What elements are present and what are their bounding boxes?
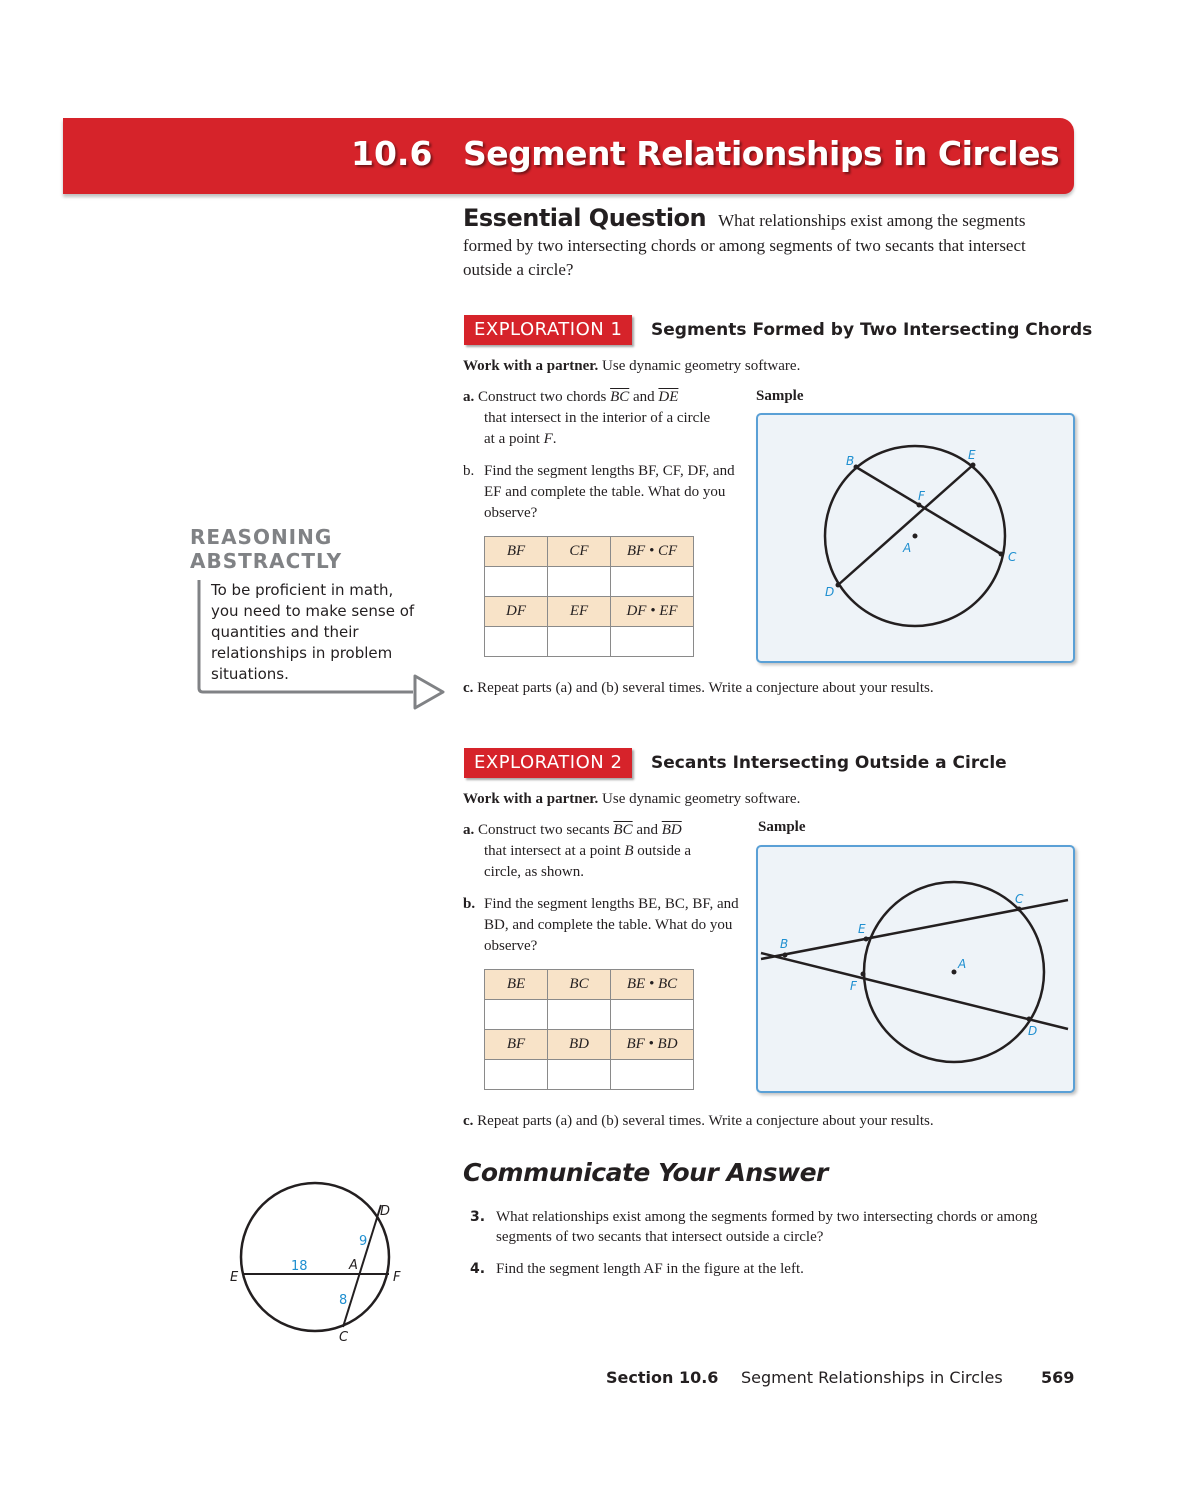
part-a-text-3: outside a circle, as shown.	[484, 843, 692, 880]
point-a-dot	[952, 970, 957, 975]
point-c-dot	[1017, 907, 1022, 912]
part-c-label: c.	[463, 680, 474, 696]
question-3-number: 3.	[470, 1209, 486, 1225]
circle	[241, 1183, 389, 1331]
table-header-cell: DF	[485, 597, 548, 627]
reasoning-title-line-1: REASONING	[190, 525, 333, 549]
part-a-label: a.	[463, 822, 475, 838]
table-header-cell: BE	[485, 970, 548, 1000]
exploration-1-part-a	[463, 387, 733, 408]
part-a-text: Construct two secants	[478, 822, 610, 838]
footer-section: Section 10.6	[606, 1368, 719, 1387]
table-header-cell: BF	[485, 1030, 548, 1060]
label-f: F	[393, 1270, 401, 1285]
exploration-1-part-b-text: Find the segment lengths BF, CF, DF, and EF and complete the table. What do you observe?	[484, 463, 735, 521]
part-a-text-2: that intersect in the interior of a circle at a point	[484, 410, 711, 447]
secants-svg	[758, 847, 1073, 1091]
exploration-2-table	[484, 969, 694, 1090]
part-c-label: c.	[463, 1113, 474, 1129]
table-row	[485, 1000, 694, 1030]
chord-bc: $\overline{BC}$	[610, 389, 630, 405]
question-3	[470, 1207, 1070, 1247]
chord-length-figure	[225, 1175, 415, 1350]
table-header-row	[485, 970, 694, 1000]
table-input-cell[interactable]	[485, 1000, 548, 1030]
table-header-row	[485, 597, 694, 627]
table-row	[485, 627, 694, 657]
point-d-dot	[836, 583, 841, 588]
exploration-1-title: Segments Formed by Two Intersecting Chords	[651, 320, 1093, 340]
table-input-cell[interactable]	[485, 1060, 548, 1090]
exploration-2-title: Secants Intersecting Outside a Circle	[651, 753, 1007, 773]
label-b: B	[846, 454, 855, 468]
label-a: A	[958, 957, 967, 971]
point-b: B	[624, 843, 634, 859]
table-row	[485, 1060, 694, 1090]
label-f: F	[850, 979, 857, 993]
label-e: E	[230, 1270, 239, 1285]
and-word: and	[633, 389, 655, 405]
intro-bold: Work with a partner.	[463, 358, 599, 374]
table-header-cell: BF	[485, 537, 548, 567]
segment-value-9: 9	[359, 1234, 368, 1249]
exploration-1-sample-label: Sample	[756, 388, 804, 404]
intro-text: Use dynamic geometry software.	[602, 791, 801, 807]
point-e-dot	[971, 463, 976, 468]
label-e: E	[968, 448, 976, 462]
label-c: C	[1008, 550, 1017, 564]
table-header-cell: BE • BC	[611, 970, 694, 1000]
part-c-text: Repeat parts (a) and (b) several times. Write a conjecture about your results.	[477, 680, 934, 696]
table-input-cell[interactable]	[548, 1000, 611, 1030]
point-f: F	[543, 431, 553, 447]
section-title: Segment Relationships in Circles	[463, 134, 1060, 173]
label-d: D	[825, 585, 835, 599]
intro-text: Use dynamic geometry software.	[602, 358, 801, 374]
table-header-row	[485, 537, 694, 567]
secant-bd-line	[761, 953, 1068, 1029]
point-b-dot	[854, 465, 859, 470]
exploration-1-badge: EXPLORATION 1	[464, 315, 632, 345]
and-word: and	[636, 822, 658, 838]
exploration-1-sample-diagram	[756, 413, 1075, 663]
arrow-head-icon	[415, 676, 443, 708]
table-input-cell[interactable]	[485, 567, 548, 597]
table-input-cell[interactable]	[485, 627, 548, 657]
table-header-cell: CF	[548, 537, 611, 567]
chord-de: $\overline{DE}$	[658, 389, 679, 405]
table-header-cell: BF • BD	[611, 1030, 694, 1060]
essential-question-label: Essential Question	[463, 204, 707, 232]
table-header-cell: BF • CF	[611, 537, 694, 567]
reasoning-title	[190, 525, 342, 573]
point-f-dot	[917, 503, 922, 508]
part-c-text: Repeat parts (a) and (b) several times. Write a conjecture about your results.	[477, 1113, 934, 1129]
segment-value-8: 8	[339, 1293, 348, 1308]
exploration-2-sample-label: Sample	[758, 819, 806, 835]
table-input-cell[interactable]	[611, 1000, 694, 1030]
point-c-dot	[999, 552, 1004, 557]
point-e-dot	[864, 937, 869, 942]
point-a-dot	[913, 534, 918, 539]
part-a-text: Construct two chords	[478, 389, 607, 405]
label-d: D	[1028, 1024, 1038, 1038]
exploration-1-intro	[463, 356, 800, 377]
question-4-number: 4.	[470, 1261, 486, 1277]
exploration-2-part-b-text: Find the segment lengths BE, BC, BF, and BD, and complete the table. What do you observe?	[484, 896, 739, 954]
exploration-2-part-c	[463, 1111, 934, 1132]
reasoning-title-line-2: ABSTRACTLY	[190, 549, 343, 573]
point-b-dot	[783, 953, 788, 958]
table-input-cell[interactable]	[611, 567, 694, 597]
section-header-banner	[63, 118, 1074, 194]
question-4-text: Find the segment length AF in the figure at the left.	[496, 1261, 804, 1277]
table-header-row	[485, 1030, 694, 1060]
exploration-1-part-c	[463, 678, 934, 699]
label-a: A	[903, 541, 912, 555]
communicate-title: Communicate Your Answer	[463, 1158, 828, 1187]
label-a: A	[349, 1258, 358, 1273]
secant-bc: $\overline{BC}$	[613, 822, 633, 838]
table-header-cell: BC	[548, 970, 611, 1000]
point-f-dot	[861, 972, 866, 977]
period: .	[552, 431, 557, 447]
exploration-1-part-b-label: b.	[463, 463, 475, 479]
table-header-cell: DF • EF	[611, 597, 694, 627]
question-4	[470, 1259, 1070, 1279]
table-row	[485, 567, 694, 597]
label-e: E	[858, 922, 866, 936]
table-header-cell: EF	[548, 597, 611, 627]
exploration-2-badge: EXPLORATION 2	[464, 748, 632, 778]
label-c: C	[1015, 892, 1024, 906]
section-number: 10.6	[351, 134, 433, 173]
essential-question-text: What relationships exist among the segments formed by two intersecting chords or among segments of two secants that intersect outside a circle?	[463, 211, 1026, 279]
question-3-text: What relationships exist among the segments formed by two intersecting chords or among segments of two secants that intersect outside a circle?	[496, 1209, 1038, 1245]
exploration-2-sample-diagram	[756, 845, 1075, 1093]
table-input-cell[interactable]	[548, 1060, 611, 1090]
secant-bc-line	[761, 900, 1068, 959]
intro-bold: Work with a partner.	[463, 791, 599, 807]
exploration-2-part-a-cont	[484, 841, 724, 883]
table-input-cell[interactable]	[611, 627, 694, 657]
exploration-2-part-b-label: b.	[463, 896, 476, 912]
page-number: 569	[1041, 1368, 1075, 1387]
table-input-cell[interactable]	[548, 627, 611, 657]
label-b: B	[780, 937, 789, 951]
chord-bc-line	[856, 467, 1001, 554]
exploration-2-intro	[463, 789, 800, 810]
point-d-dot	[1027, 1017, 1032, 1022]
part-a-text-2: that intersect at a point	[484, 843, 621, 859]
exploration-1-part-a-cont	[484, 408, 724, 450]
part-a-label: a.	[463, 389, 475, 405]
table-header-cell: BD	[548, 1030, 611, 1060]
secant-bd: $\overline{BD}$	[661, 822, 682, 838]
label-f: F	[918, 489, 925, 503]
label-d: D	[380, 1204, 391, 1219]
segment-value-18: 18	[291, 1259, 308, 1274]
exploration-1-table	[484, 536, 694, 657]
intersecting-chords-svg	[758, 415, 1073, 661]
table-input-cell[interactable]	[548, 567, 611, 597]
footer-title: Segment Relationships in Circles	[741, 1368, 1003, 1387]
reasoning-text: To be proficient in math, you need to make sense of quantities and their relationships in problem situations.	[211, 581, 415, 683]
exploration-2-part-a	[463, 820, 738, 841]
table-input-cell[interactable]	[611, 1060, 694, 1090]
label-c: C	[339, 1330, 349, 1345]
essential-question	[463, 206, 1063, 283]
